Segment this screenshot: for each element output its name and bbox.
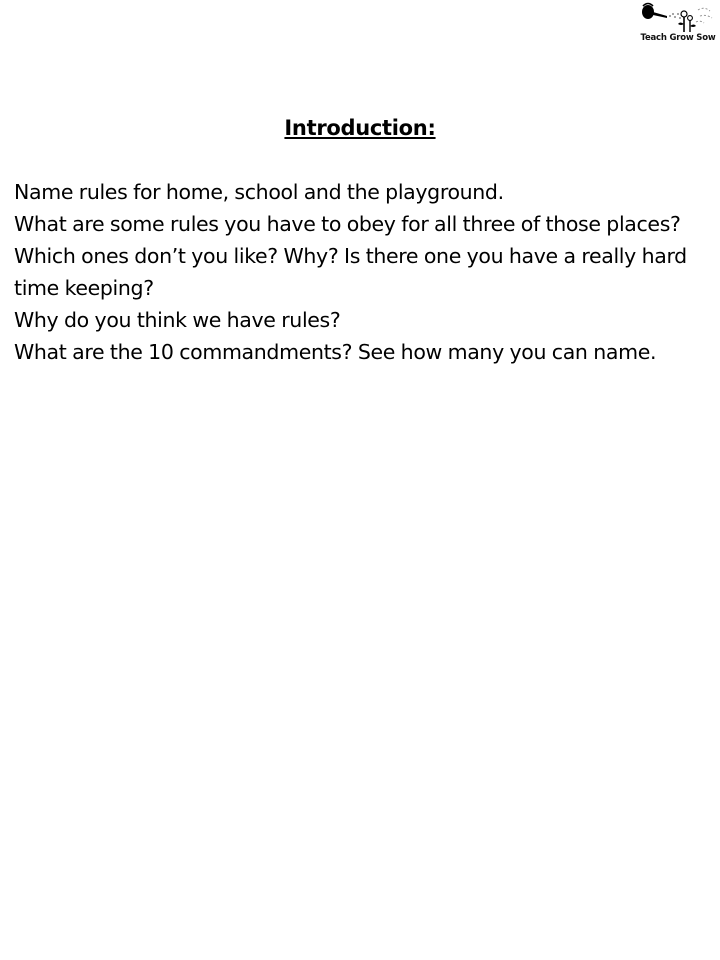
paragraph-commandments: What are the 10 commandments? See how many you can name. <box>14 340 657 364</box>
paragraph-rules-obey: What are some rules you have to obey for all three of those places? <box>14 212 681 236</box>
document-body <box>14 176 704 368</box>
logo-text: Teach Grow Sow <box>640 33 716 43</box>
page-title: Introduction: <box>284 116 436 140</box>
paragraph-rules-dislike: Which ones don’t you like? Why? Is there one you have a really hard time keeping? <box>14 244 687 300</box>
paragraph-rules-places: Name rules for home, school and the playground. <box>14 180 504 204</box>
paragraph-why-rules: Why do you think we have rules? <box>14 308 341 332</box>
watering-can-sprout-icon <box>640 2 716 34</box>
logo <box>638 2 718 48</box>
